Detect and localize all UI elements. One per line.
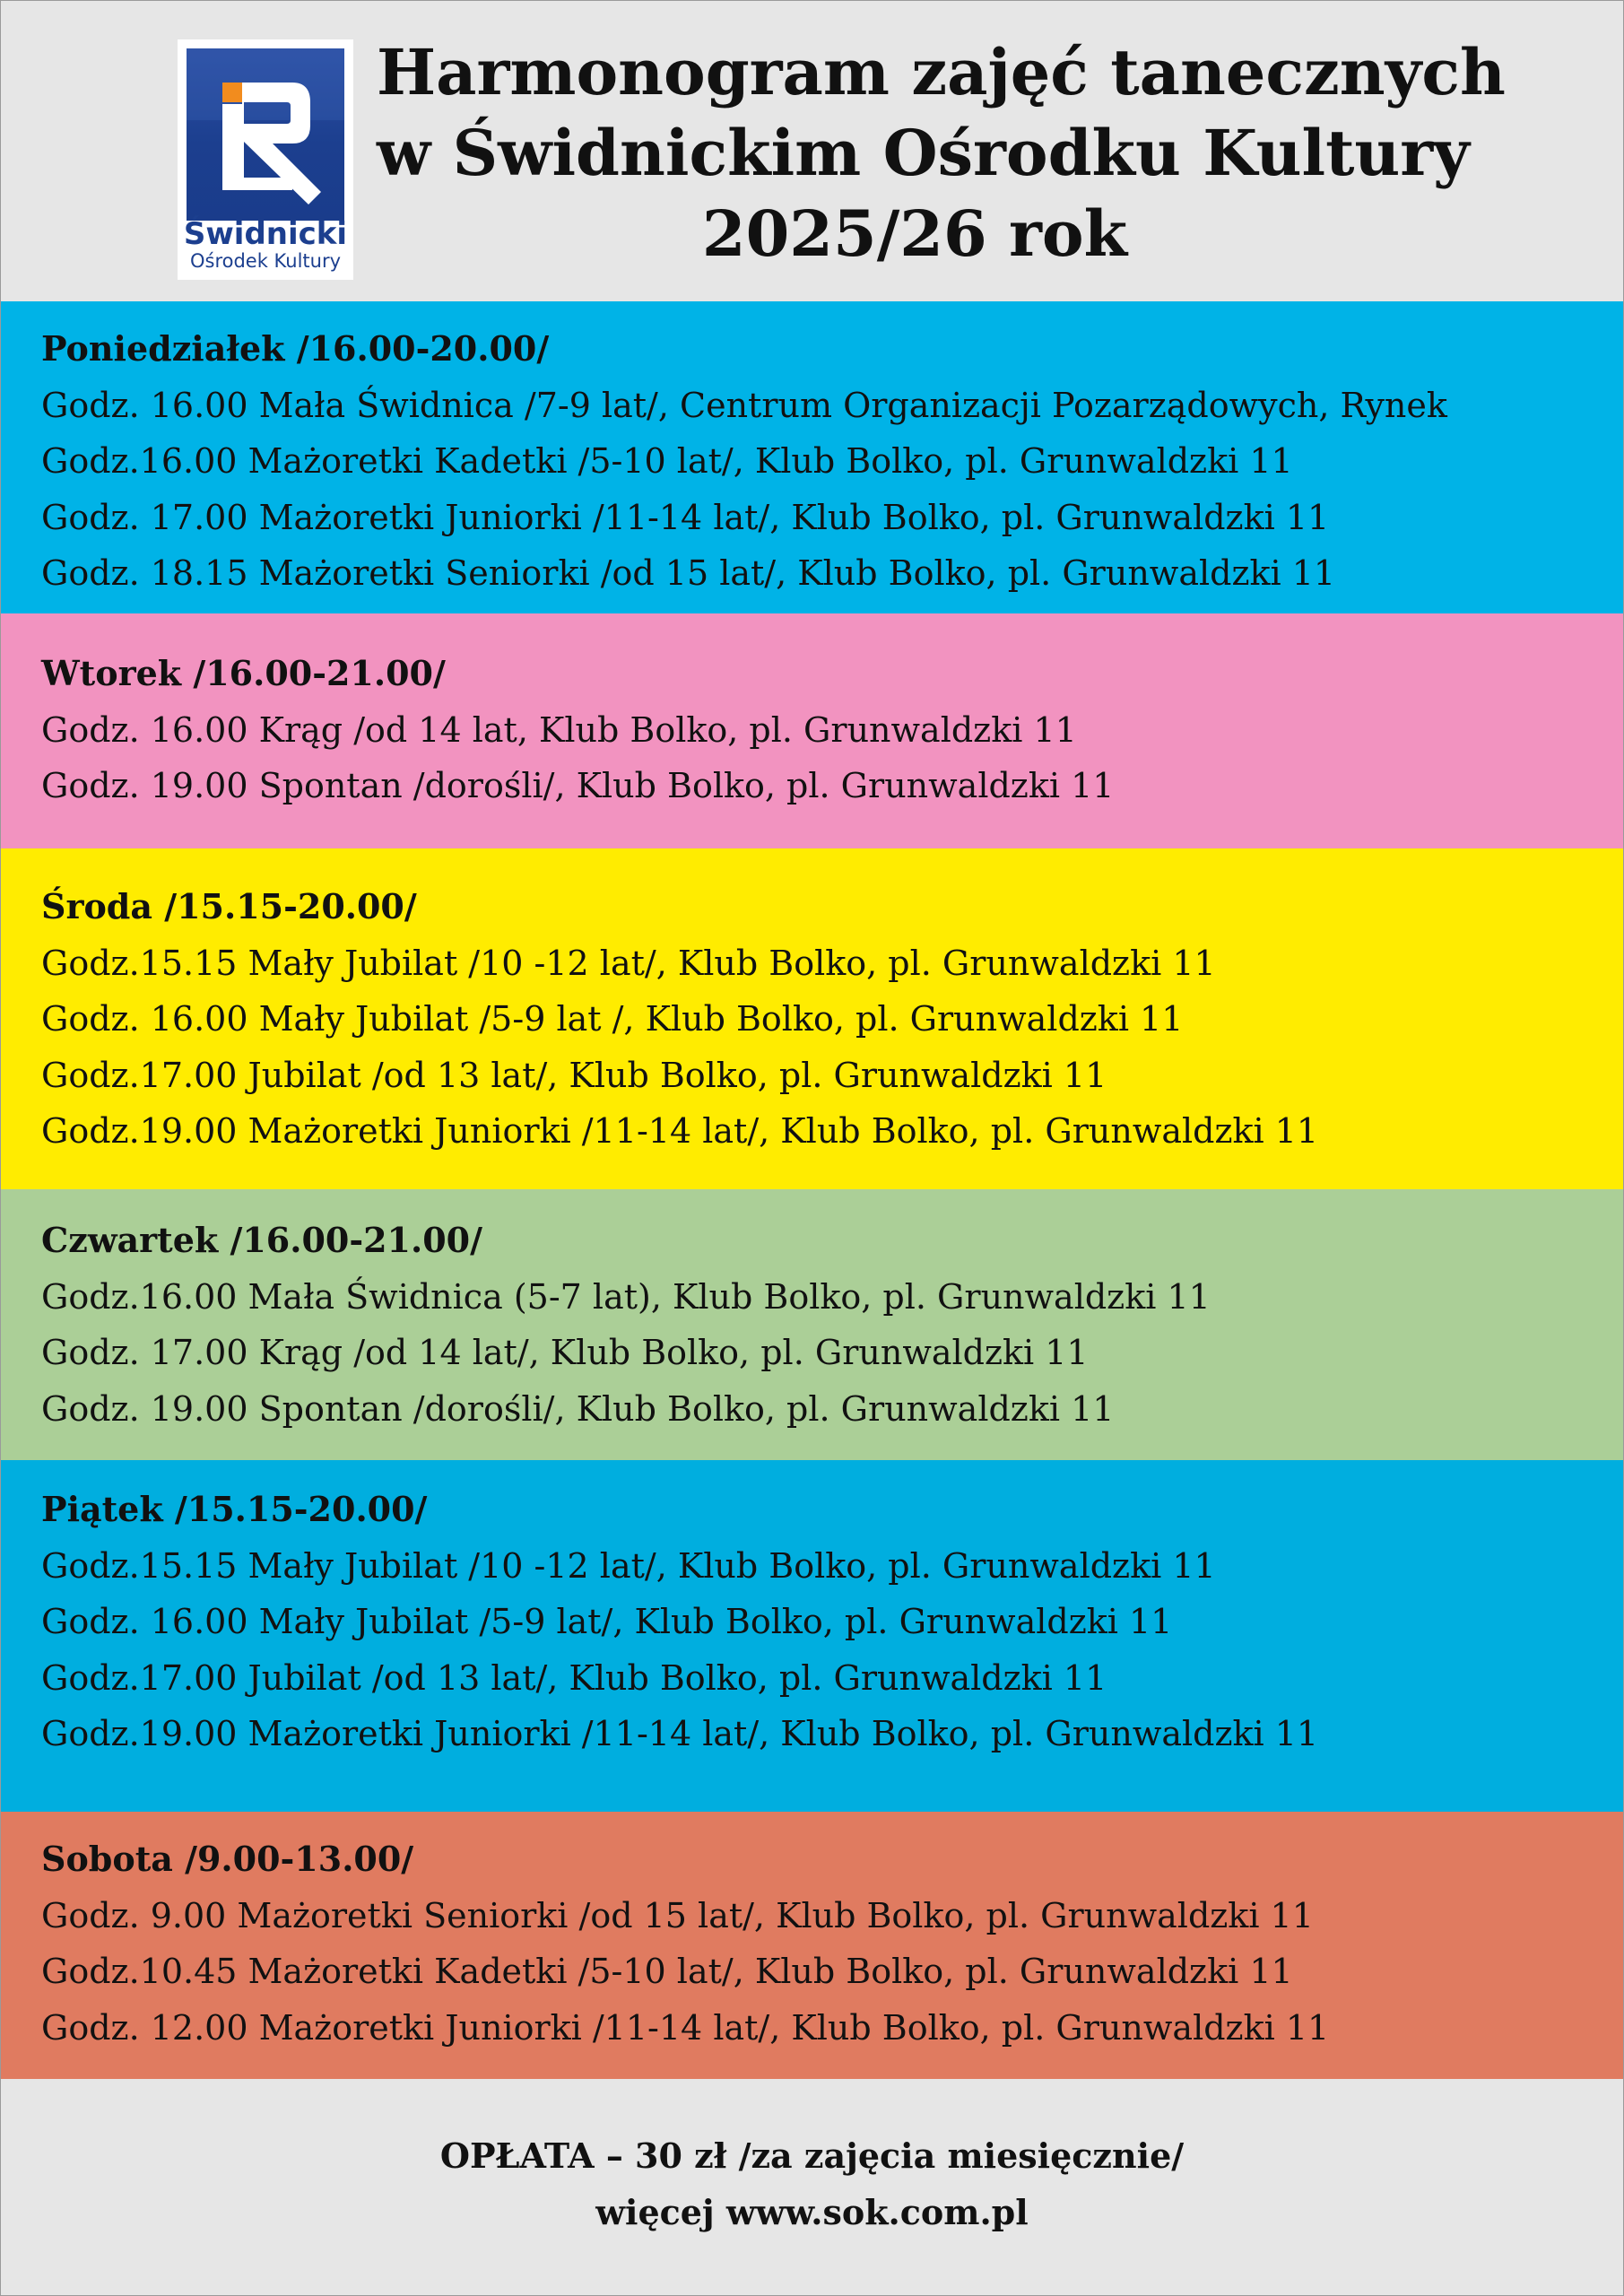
title-line-3: 2025/26 rok <box>701 196 1128 271</box>
logo-brand-line2: Ośrodek Kultury <box>189 249 342 272</box>
title-line-2: w Świdnickim Ośrodku Kultury <box>377 116 1470 190</box>
organization-logo <box>178 39 353 280</box>
poster-header <box>0 0 1624 301</box>
schedule-entry: Godz.10.45 Mażoretki Kadetki /5-10 lat/, Klub Bolko, pl. Grunwaldzki 11 <box>41 1952 1293 1992</box>
day-section-monday <box>0 301 1624 613</box>
logo-wordmark <box>178 216 353 272</box>
schedule-entry: Godz. 9.00 Mażoretki Seniorki /od 15 lat/, Klub Bolko, pl. Grunwaldzki 11 <box>41 1895 1314 1935</box>
schedule-entry: Godz.16.00 Mażoretki Kadetki /5-10 lat/, Klub Bolko, pl. Grunwaldzki 11 <box>41 441 1293 482</box>
schedule-entry: Godz. 17.00 Mażoretki Juniorki /11-14 lat/, Klub Bolko, pl. Grunwaldzki 11 <box>41 497 1330 537</box>
title-line-1: Harmonogram zajęć tanecznych <box>377 35 1506 109</box>
website-info: więcej www.sok.com.pl <box>595 2192 1029 2232</box>
day-heading: Środa /15.15-20.00/ <box>41 886 417 926</box>
schedule-entry: Godz.17.00 Jubilat /od 13 lat/, Klub Bolko, pl. Grunwaldzki 11 <box>41 1657 1107 1698</box>
day-section-wednesday <box>0 848 1624 1189</box>
fee-info: OPŁATA – 30 zł /za zajęcia miesięcznie/ <box>439 2135 1185 2176</box>
day-heading: Sobota /9.00-13.00/ <box>41 1839 414 1879</box>
schedule-entry: Godz. 16.00 Mały Jubilat /5-9 lat/, Klub Bolko, pl. Grunwaldzki 11 <box>41 1602 1173 1642</box>
schedule-entry: Godz.19.00 Mażoretki Juniorki /11-14 lat/, Klub Bolko, pl. Grunwaldzki 11 <box>41 1111 1319 1152</box>
day-section-saturday <box>0 1812 1624 2079</box>
logo-mark-icon <box>187 48 344 221</box>
schedule-entry: Godz. 12.00 Mażoretki Juniorki /11-14 lat/, Klub Bolko, pl. Grunwaldzki 11 <box>41 2007 1330 2048</box>
logo-emblem-icon <box>187 48 344 221</box>
day-heading: Wtorek /16.00-21.00/ <box>41 653 446 693</box>
poster-title <box>377 32 1506 274</box>
schedule-entry: Godz.15.15 Mały Jubilat /10 -12 lat/, Klub Bolko, pl. Grunwaldzki 11 <box>41 943 1216 983</box>
schedule-entry: Godz. 16.00 Mały Jubilat /5-9 lat /, Klub Bolko, pl. Grunwaldzki 11 <box>41 999 1184 1039</box>
schedule-entry: Godz. 19.00 Spontan /dorośli/, Klub Bolko, pl. Grunwaldzki 11 <box>41 1388 1115 1429</box>
schedule-entry: Godz. 18.15 Mażoretki Seniorki /od 15 lat/, Klub Bolko, pl. Grunwaldzki 11 <box>41 553 1336 594</box>
schedule-entry: Godz.19.00 Mażoretki Juniorki /11-14 lat/, Klub Bolko, pl. Grunwaldzki 11 <box>41 1714 1319 1754</box>
day-heading: Czwartek /16.00-21.00/ <box>41 1220 482 1260</box>
schedule-entry: Godz.17.00 Jubilat /od 13 lat/, Klub Bolko, pl. Grunwaldzki 11 <box>41 1055 1107 1095</box>
schedule-entry: Godz.16.00 Mała Świdnica (5-7 lat), Klub Bolko, pl. Grunwaldzki 11 <box>41 1276 1211 1317</box>
schedule-entry: Godz. 16.00 Krąg /od 14 lat, Klub Bolko, pl. Grunwaldzki 11 <box>41 709 1077 750</box>
schedule-entry: Godz. 16.00 Mała Świdnica /7-9 lat/, Centrum Organizacji Pozarządowych, Rynek <box>41 385 1447 425</box>
schedule-entry: Godz. 17.00 Krąg /od 14 lat/, Klub Bolko, pl. Grunwaldzki 11 <box>41 1333 1089 1373</box>
schedule-entry: Godz.15.15 Mały Jubilat /10 -12 lat/, Klub Bolko, pl. Grunwaldzki 11 <box>41 1545 1216 1586</box>
logo-brand-line1: Świdnicki <box>183 216 348 252</box>
schedule-entry: Godz. 19.00 Spontan /dorośli/, Klub Bolko, pl. Grunwaldzki 11 <box>41 766 1115 806</box>
day-heading: Poniedziałek /16.00-20.00/ <box>41 328 550 369</box>
day-section-thursday <box>0 1189 1624 1460</box>
poster-footer <box>0 2079 1624 2296</box>
day-section-friday <box>0 1460 1624 1812</box>
day-section-tuesday <box>0 613 1624 848</box>
day-heading: Piątek /15.15-20.00/ <box>41 1489 428 1529</box>
